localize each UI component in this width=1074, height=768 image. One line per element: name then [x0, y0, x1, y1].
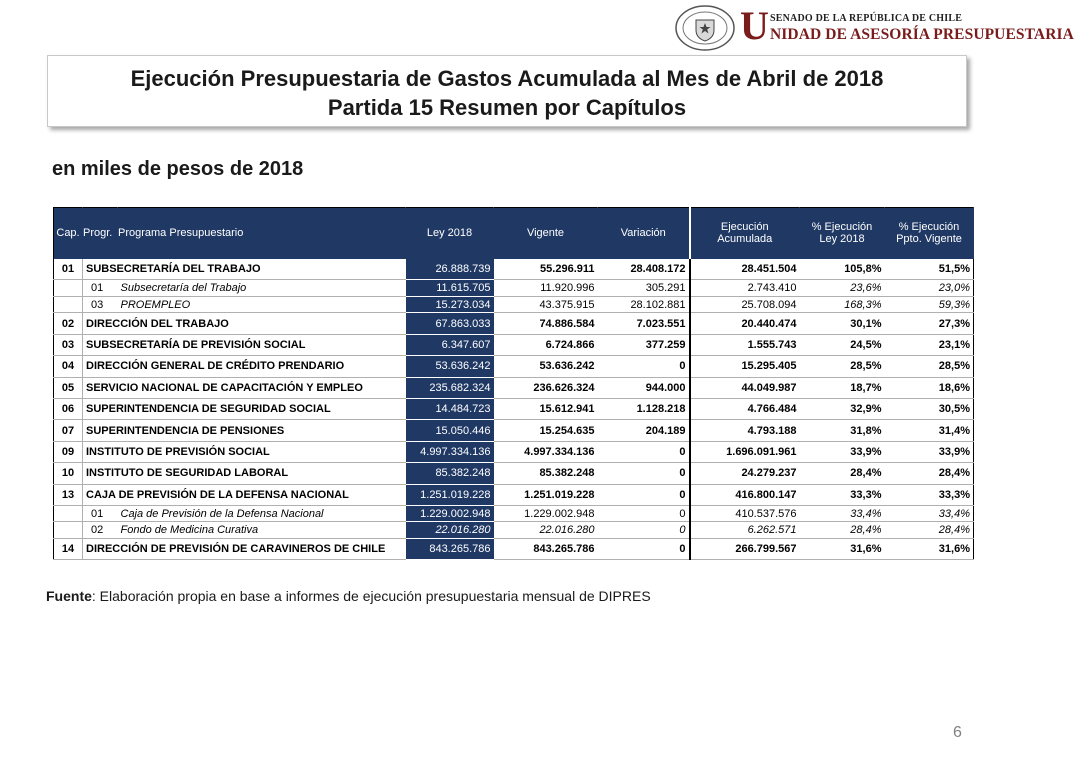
col-pct-ley-line1: % Ejecución	[811, 221, 873, 234]
cell-ejecucion: 416.800.147	[690, 484, 800, 505]
cell-variacion: 0	[598, 538, 690, 559]
cell-ejecucion: 44.049.987	[690, 377, 800, 398]
units-subtitle: en miles de pesos de 2018	[52, 158, 304, 180]
cell-vigente: 843.265.786	[494, 538, 598, 559]
cell-pct-vigente: 28,5%	[885, 356, 974, 377]
cell-cap: 13	[54, 484, 83, 505]
cell-ejecucion: 28.451.504	[690, 259, 800, 280]
logo	[672, 2, 1074, 54]
cell-vigente: 4.997.334.136	[494, 441, 598, 462]
cell-cap	[54, 522, 83, 539]
table-row	[54, 334, 974, 355]
cell-variacion: 7.023.551	[598, 313, 690, 334]
cell-vigente: 22.016.280	[494, 522, 598, 539]
col-ejecucion	[690, 208, 800, 259]
cell-variacion: 204.189	[598, 420, 690, 441]
title-line-2: Partida 15 Resumen por Capítulos	[327, 95, 687, 120]
cell-ley: 235.682.324	[406, 377, 494, 398]
col-ejecucion-line2: Acumulada	[717, 233, 773, 246]
col-pct-vigente-line1: % Ejecución	[898, 221, 960, 234]
cell-programa: DIRECCIÓN DE PREVISIÓN DE CARAVINEROS DE CHILE	[83, 538, 406, 559]
cell-pct-vigente: 33,9%	[885, 441, 974, 462]
cell-pct-ley: 33,4%	[800, 505, 885, 522]
cell-vigente: 236.626.324	[494, 377, 598, 398]
cell-ejecucion: 15.295.405	[690, 356, 800, 377]
cell-pct-ley: 23,6%	[800, 280, 885, 297]
cell-pct-vigente: 27,3%	[885, 313, 974, 334]
table-row	[54, 420, 974, 441]
col-pct-ley-line2: Ley 2018	[819, 233, 865, 246]
cell-cap	[54, 296, 83, 313]
cell-programa: DIRECCIÓN DEL TRABAJO	[83, 313, 406, 334]
cell-vigente: 85.382.248	[494, 463, 598, 484]
cell-ley: 15.050.446	[406, 420, 494, 441]
cell-pct-ley: 32,9%	[800, 398, 885, 419]
cell-pct-ley: 31,6%	[800, 538, 885, 559]
cell-variacion: 28.102.881	[598, 296, 690, 313]
table-row	[54, 441, 974, 462]
cell-programa: CAJA DE PREVISIÓN DE LA DEFENSA NACIONAL	[83, 484, 406, 505]
cell-programa: Caja de Previsión de la Defensa Nacional	[118, 505, 406, 522]
cell-programa: INSTITUTO DE SEGURIDAD LABORAL	[83, 463, 406, 484]
cell-cap: 03	[54, 334, 83, 355]
cell-vigente: 1.229.002.948	[494, 505, 598, 522]
cell-pct-vigente: 33,3%	[885, 484, 974, 505]
cell-cap	[54, 505, 83, 522]
cell-progr: 02	[83, 522, 118, 539]
unit-initial: U	[740, 3, 769, 48]
cell-variacion: 28.408.172	[598, 259, 690, 280]
cell-ley: 26.888.739	[406, 259, 494, 280]
cell-pct-vigente: 18,6%	[885, 377, 974, 398]
cell-pct-vigente: 28,4%	[885, 463, 974, 484]
cell-programa: Subsecretaría del Trabajo	[118, 280, 406, 297]
table-row	[54, 377, 974, 398]
cell-vigente: 15.254.635	[494, 420, 598, 441]
col-ley: Ley 2018	[406, 208, 494, 259]
table-row	[54, 522, 974, 539]
table-row	[54, 398, 974, 419]
cell-vigente: 55.296.911	[494, 259, 598, 280]
col-variacion: Variación	[598, 208, 690, 259]
cell-cap	[54, 280, 83, 297]
cell-variacion: 0	[598, 522, 690, 539]
col-cap: Cap.	[54, 208, 83, 259]
cell-programa: INSTITUTO DE PREVISIÓN SOCIAL	[83, 441, 406, 462]
cell-pct-vigente: 59,3%	[885, 296, 974, 313]
cell-cap: 06	[54, 398, 83, 419]
cell-programa: DIRECCIÓN GENERAL DE CRÉDITO PRENDARIO	[83, 356, 406, 377]
cell-ejecucion: 266.799.567	[690, 538, 800, 559]
cell-cap: 10	[54, 463, 83, 484]
cell-vigente: 15.612.941	[494, 398, 598, 419]
cell-cap: 09	[54, 441, 83, 462]
cell-variacion: 944.000	[598, 377, 690, 398]
cell-pct-vigente: 30,5%	[885, 398, 974, 419]
cell-cap: 07	[54, 420, 83, 441]
table-row	[54, 280, 974, 297]
cell-ejecucion: 25.708.094	[690, 296, 800, 313]
col-vigente: Vigente	[494, 208, 598, 259]
source-text: : Elaboración propia en base a informes de ejecución presupuestaria mensual de DIPRES	[91, 588, 651, 604]
cell-pct-vigente: 28,4%	[885, 522, 974, 539]
cell-vigente: 6.724.866	[494, 334, 598, 355]
cell-ley: 1.251.019.228	[406, 484, 494, 505]
cell-ejecucion: 6.262.571	[690, 522, 800, 539]
table-row	[54, 484, 974, 505]
col-pct-vigente	[885, 208, 974, 259]
cell-pct-ley: 28,4%	[800, 522, 885, 539]
cell-ley: 67.863.033	[406, 313, 494, 334]
cell-variacion: 0	[598, 441, 690, 462]
cell-pct-ley: 31,8%	[800, 420, 885, 441]
cell-programa: SERVICIO NACIONAL DE CAPACITACIÓN Y EMPLEO	[83, 377, 406, 398]
title-line-1: Ejecución Presupuestaria de Gastos Acumulada al Mes de Abril de 2018	[130, 66, 884, 91]
budget-table	[53, 207, 973, 560]
source-label: Fuente	[46, 588, 92, 604]
senado-seal-icon	[674, 4, 736, 52]
cell-ejecucion: 4.793.188	[690, 420, 800, 441]
cell-ley: 53.636.242	[406, 356, 494, 377]
cell-programa: SUPERINTENDENCIA DE PENSIONES	[83, 420, 406, 441]
cell-ejecucion: 4.766.484	[690, 398, 800, 419]
cell-vigente: 11.920.996	[494, 280, 598, 297]
cell-pct-vigente: 23,1%	[885, 334, 974, 355]
cell-pct-ley: 33,9%	[800, 441, 885, 462]
table-row	[54, 463, 974, 484]
cell-vigente: 53.636.242	[494, 356, 598, 377]
cell-programa: SUBSECRETARÍA DE PREVISIÓN SOCIAL	[83, 334, 406, 355]
cell-cap: 04	[54, 356, 83, 377]
cell-pct-ley: 168,3%	[800, 296, 885, 313]
cell-pct-ley: 28,4%	[800, 463, 885, 484]
cell-programa: SUBSECRETARÍA DEL TRABAJO	[83, 259, 406, 280]
cell-vigente: 43.375.915	[494, 296, 598, 313]
cell-variacion: 0	[598, 463, 690, 484]
cell-vigente: 1.251.019.228	[494, 484, 598, 505]
table-row	[54, 538, 974, 559]
cell-cap: 01	[54, 259, 83, 280]
cell-ley: 85.382.248	[406, 463, 494, 484]
cell-ley: 1.229.002.948	[406, 505, 494, 522]
cell-programa: Fondo de Medicina Curativa	[118, 522, 406, 539]
cell-pct-vigente: 33,4%	[885, 505, 974, 522]
cell-ley: 6.347.607	[406, 334, 494, 355]
cell-pct-ley: 33,3%	[800, 484, 885, 505]
table-header-row	[54, 208, 974, 259]
cell-ejecucion: 410.537.576	[690, 505, 800, 522]
cell-pct-vigente: 51,5%	[885, 259, 974, 280]
cell-ley: 22.016.280	[406, 522, 494, 539]
cell-vigente: 74.886.584	[494, 313, 598, 334]
cell-pct-vigente: 31,4%	[885, 420, 974, 441]
cell-ejecucion: 1.696.091.961	[690, 441, 800, 462]
cell-ley: 15.273.034	[406, 296, 494, 313]
cell-ley: 843.265.786	[406, 538, 494, 559]
cell-cap: 05	[54, 377, 83, 398]
cell-pct-ley: 30,1%	[800, 313, 885, 334]
table-row	[54, 296, 974, 313]
unit-label: NIDAD DE ASESORÍA PRESUPUESTARIA	[770, 26, 1074, 43]
table-row	[54, 505, 974, 522]
table-row	[54, 313, 974, 334]
cell-progr: 01	[83, 505, 118, 522]
col-pct-ley	[800, 208, 885, 259]
cell-programa: PROEMPLEO	[118, 296, 406, 313]
title-box	[47, 55, 967, 127]
cell-ley: 14.484.723	[406, 398, 494, 419]
cell-variacion: 377.259	[598, 334, 690, 355]
page-number: 6	[953, 724, 962, 741]
table-row	[54, 356, 974, 377]
cell-ejecucion: 2.743.410	[690, 280, 800, 297]
table-row	[54, 259, 974, 280]
cell-programa: SUPERINTENDENCIA DE SEGURIDAD SOCIAL	[83, 398, 406, 419]
col-pct-vigente-line2: Ppto. Vigente	[896, 233, 962, 246]
cell-pct-ley: 24,5%	[800, 334, 885, 355]
cell-ejecucion: 24.279.237	[690, 463, 800, 484]
cell-progr: 01	[83, 280, 118, 297]
cell-variacion: 1.128.218	[598, 398, 690, 419]
cell-variacion: 0	[598, 356, 690, 377]
senado-label: SENADO DE LA REPÚBLICA DE CHILE	[770, 13, 963, 24]
col-ejecucion-line1: Ejecución	[720, 221, 769, 234]
cell-pct-vigente: 31,6%	[885, 538, 974, 559]
source-note	[46, 588, 651, 604]
cell-cap: 14	[54, 538, 83, 559]
cell-pct-ley: 28,5%	[800, 356, 885, 377]
cell-pct-vigente: 23,0%	[885, 280, 974, 297]
cell-variacion: 0	[598, 484, 690, 505]
cell-ley: 11.615.705	[406, 280, 494, 297]
col-programa: Programa Presupuestario	[118, 208, 406, 259]
cell-ley: 4.997.334.136	[406, 441, 494, 462]
cell-progr: 03	[83, 296, 118, 313]
cell-ejecucion: 20.440.474	[690, 313, 800, 334]
cell-cap: 02	[54, 313, 83, 334]
col-progr: Progr.	[83, 208, 118, 259]
cell-ejecucion: 1.555.743	[690, 334, 800, 355]
cell-pct-ley: 18,7%	[800, 377, 885, 398]
cell-variacion: 0	[598, 505, 690, 522]
cell-pct-ley: 105,8%	[800, 259, 885, 280]
cell-variacion: 305.291	[598, 280, 690, 297]
